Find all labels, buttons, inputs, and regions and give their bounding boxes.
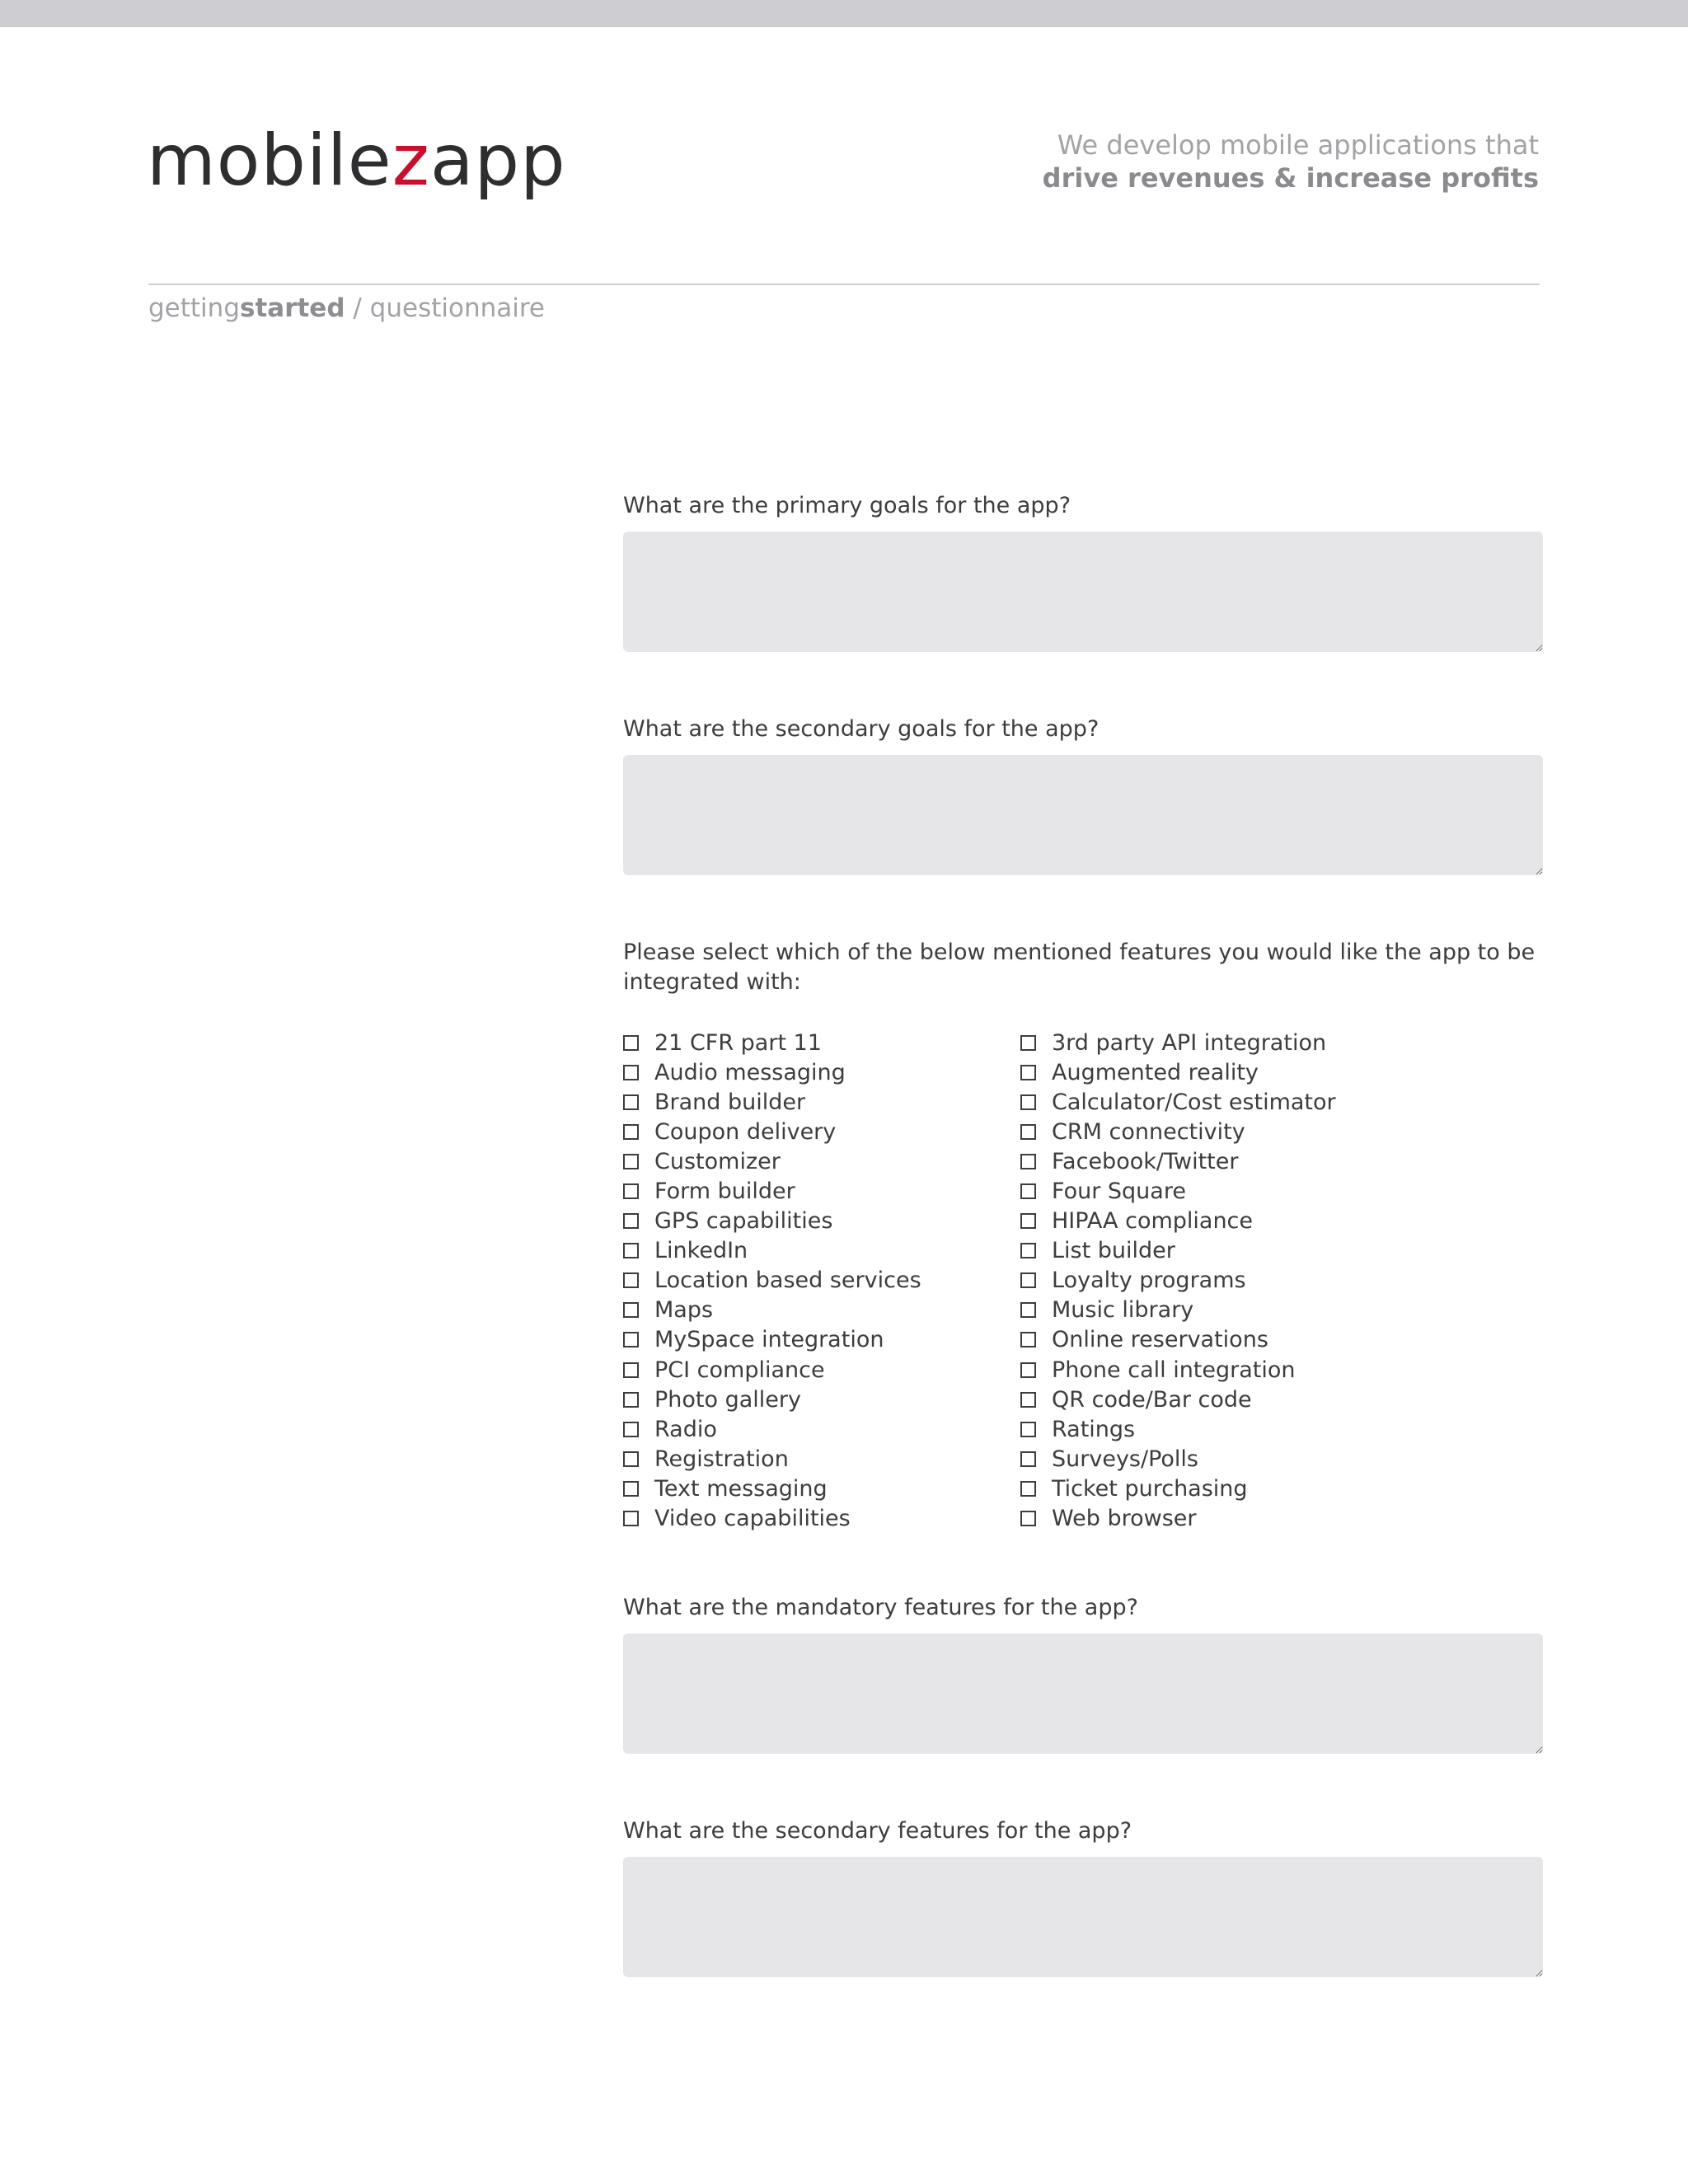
header-divider [148, 284, 1540, 285]
feature-label: LinkedIn [654, 1238, 748, 1264]
checkbox[interactable] [1020, 1183, 1036, 1199]
checkbox[interactable] [1020, 1154, 1036, 1169]
logo-accent: z [392, 120, 430, 202]
tagline-line-1: We develop mobile applications that [1057, 129, 1539, 161]
feature-option[interactable] [1020, 1117, 1418, 1146]
feature-option[interactable] [1020, 1385, 1418, 1414]
checkbox[interactable] [623, 1094, 639, 1110]
primary-goals-input[interactable] [623, 532, 1543, 652]
logo-part-1: mobile [147, 120, 392, 202]
feature-option[interactable] [623, 1057, 1020, 1087]
checkbox[interactable] [623, 1422, 639, 1437]
feature-label: Audio messaging [654, 1059, 846, 1085]
feature-option[interactable] [623, 1355, 1020, 1385]
feature-option[interactable] [1020, 1176, 1418, 1206]
feature-option[interactable] [1020, 1146, 1418, 1176]
features-prompt: Please select which of the below mentioned features you would like the app to be integrated with: [623, 940, 1536, 995]
feature-label: Photo gallery [654, 1386, 801, 1413]
features-column-right [1020, 1028, 1418, 1534]
feature-label: PCI compliance [654, 1357, 825, 1383]
feature-label: Coupon delivery [654, 1118, 837, 1145]
checkbox[interactable] [1020, 1243, 1036, 1258]
mandatory-features-label: What are the mandatory features for the app? [623, 1595, 1138, 1620]
checkbox[interactable] [623, 1392, 639, 1408]
feature-label: Surveys/Polls [1052, 1446, 1198, 1472]
checkbox[interactable] [1020, 1094, 1036, 1110]
feature-option[interactable] [623, 1207, 1020, 1236]
checkbox[interactable] [623, 1511, 639, 1526]
breadcrumb-prefix: getting [148, 293, 240, 323]
checkbox[interactable] [1020, 1213, 1036, 1229]
tagline [1043, 129, 1539, 194]
checkbox[interactable] [623, 1302, 639, 1318]
feature-label: Radio [654, 1416, 717, 1442]
checkbox[interactable] [623, 1183, 639, 1199]
checkbox[interactable] [623, 1332, 639, 1347]
feature-option[interactable] [1020, 1474, 1418, 1503]
feature-option[interactable] [623, 1087, 1020, 1117]
features-checklist [623, 1028, 1540, 1534]
checkbox[interactable] [1020, 1332, 1036, 1347]
feature-option[interactable] [623, 1444, 1020, 1474]
feature-option[interactable] [623, 1385, 1020, 1414]
feature-label: Location based services [654, 1268, 921, 1294]
feature-option[interactable] [1020, 1057, 1418, 1087]
feature-option[interactable] [1020, 1325, 1418, 1355]
secondary-features-label: What are the secondary features for the app? [623, 1818, 1132, 1844]
checkbox[interactable] [623, 1362, 639, 1378]
feature-option[interactable] [623, 1176, 1020, 1206]
feature-label: Loyalty programs [1052, 1268, 1246, 1294]
feature-label: Online reservations [1052, 1327, 1268, 1353]
feature-label: 3rd party API integration [1052, 1029, 1327, 1056]
feature-label: List builder [1052, 1238, 1175, 1264]
feature-option[interactable] [623, 1236, 1020, 1266]
checkbox[interactable] [1020, 1035, 1036, 1051]
checkbox[interactable] [623, 1243, 639, 1258]
features-column-left [623, 1028, 1020, 1534]
feature-label: Video capabilities [654, 1506, 851, 1532]
logo-part-2: app [429, 120, 566, 202]
secondary-features-input[interactable] [623, 1857, 1543, 1977]
checkbox[interactable] [1020, 1481, 1036, 1497]
checkbox[interactable] [623, 1451, 639, 1467]
checkbox[interactable] [1020, 1392, 1036, 1408]
checkbox[interactable] [623, 1124, 639, 1140]
feature-label: Web browser [1052, 1506, 1197, 1532]
feature-option[interactable] [623, 1146, 1020, 1176]
checkbox[interactable] [623, 1213, 639, 1229]
checkbox[interactable] [1020, 1422, 1036, 1437]
feature-option[interactable] [623, 1504, 1020, 1534]
feature-label: Phone call integration [1052, 1357, 1296, 1383]
feature-label: 21 CFR part 11 [654, 1029, 822, 1056]
feature-label: Four Square [1052, 1179, 1186, 1205]
feature-label: Registration [654, 1446, 789, 1472]
checkbox[interactable] [1020, 1065, 1036, 1080]
tagline-line-2: drive revenues & increase profits [1042, 162, 1539, 194]
checkbox[interactable] [623, 1035, 639, 1051]
breadcrumb-emphasis: started [240, 293, 345, 323]
mandatory-features-input[interactable] [623, 1633, 1543, 1754]
feature-option[interactable] [1020, 1504, 1418, 1534]
feature-label: Calculator/Cost estimator [1052, 1089, 1336, 1115]
checkbox[interactable] [1020, 1362, 1036, 1378]
secondary-goals-label: What are the secondary goals for the app? [623, 716, 1100, 742]
feature-option[interactable] [1020, 1355, 1418, 1385]
mobilezapp-logo [147, 115, 566, 206]
feature-option[interactable] [1020, 1296, 1418, 1325]
primary-goals-label: What are the primary goals for the app? [623, 493, 1071, 518]
feature-label: Form builder [654, 1179, 795, 1205]
feature-option[interactable] [623, 1296, 1020, 1325]
feature-option[interactable] [1020, 1414, 1418, 1444]
checkbox[interactable] [623, 1154, 639, 1169]
feature-label: CRM connectivity [1052, 1118, 1245, 1145]
checkbox[interactable] [1020, 1511, 1036, 1526]
feature-label: Maps [654, 1297, 714, 1324]
top-bar [0, 0, 1688, 27]
feature-label: Augmented reality [1052, 1059, 1259, 1085]
feature-option[interactable] [1020, 1236, 1418, 1266]
feature-label: Customizer [654, 1148, 781, 1174]
feature-option[interactable] [1020, 1028, 1418, 1057]
checkbox[interactable] [623, 1272, 639, 1288]
feature-option[interactable] [1020, 1266, 1418, 1296]
feature-option[interactable] [623, 1028, 1020, 1057]
feature-label: MySpace integration [654, 1327, 884, 1353]
feature-option[interactable] [623, 1474, 1020, 1503]
feature-option[interactable] [1020, 1444, 1418, 1474]
feature-option[interactable] [623, 1266, 1020, 1296]
checkbox[interactable] [623, 1065, 639, 1080]
feature-option[interactable] [1020, 1087, 1418, 1117]
checkbox[interactable] [623, 1481, 639, 1497]
breadcrumb-suffix: / questionnaire [345, 293, 545, 323]
feature-option[interactable] [623, 1117, 1020, 1146]
feature-label: Ticket purchasing [1052, 1475, 1248, 1502]
feature-label: Music library [1052, 1297, 1194, 1324]
feature-option[interactable] [1020, 1207, 1418, 1236]
feature-label: Facebook/Twitter [1052, 1148, 1239, 1174]
feature-option[interactable] [623, 1414, 1020, 1444]
secondary-goals-input[interactable] [623, 755, 1543, 875]
checkbox[interactable] [1020, 1451, 1036, 1467]
feature-label: QR code/Bar code [1052, 1386, 1252, 1413]
feature-label: GPS capabilities [654, 1208, 833, 1235]
breadcrumb [148, 292, 545, 325]
checkbox[interactable] [1020, 1272, 1036, 1288]
checkbox[interactable] [1020, 1124, 1036, 1140]
feature-option[interactable] [623, 1325, 1020, 1355]
feature-label: Text messaging [654, 1475, 828, 1502]
feature-label: Ratings [1052, 1416, 1136, 1442]
feature-label: HIPAA compliance [1052, 1208, 1254, 1235]
checkbox[interactable] [1020, 1302, 1036, 1318]
feature-label: Brand builder [654, 1089, 806, 1115]
